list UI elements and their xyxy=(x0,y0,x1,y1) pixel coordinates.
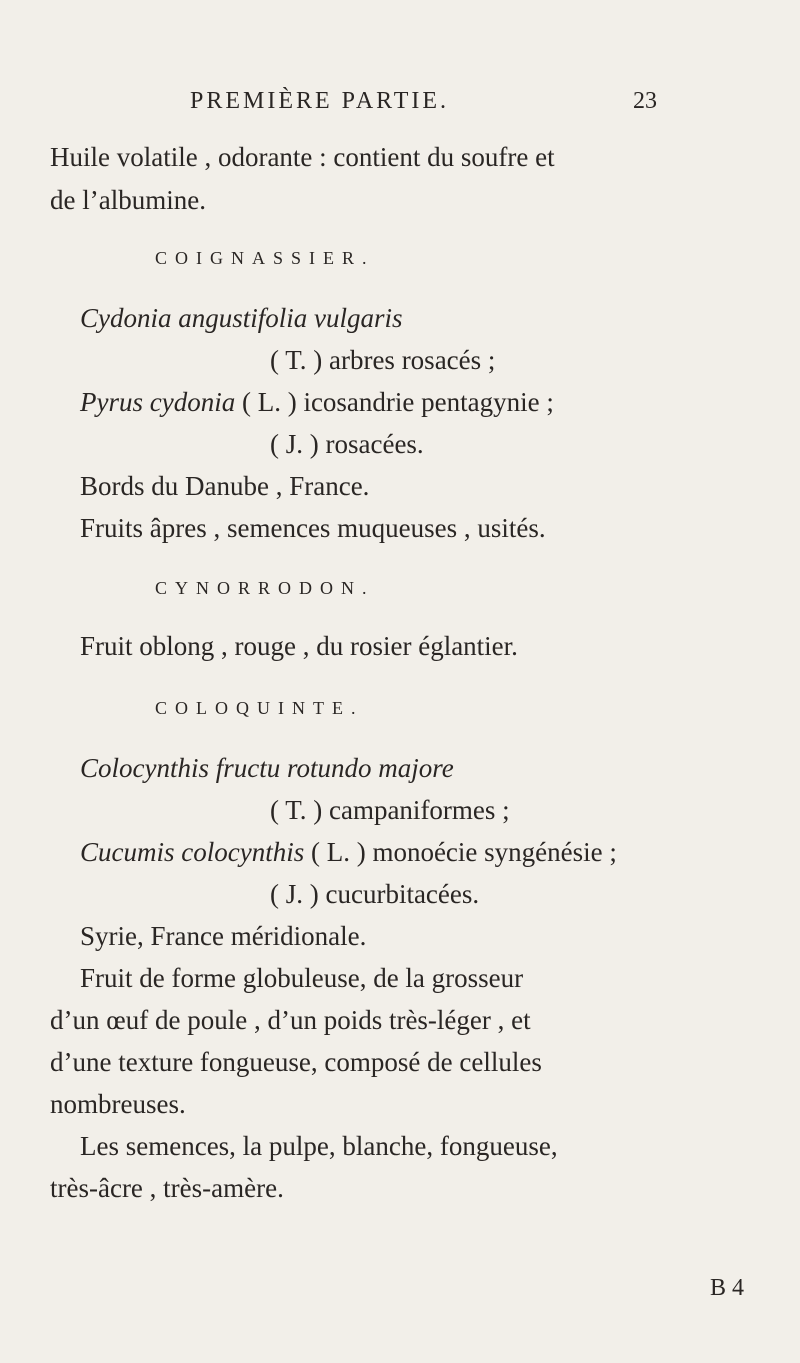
latin-name-pyrus: Pyrus cydonia xyxy=(80,387,236,417)
signature-mark: B 4 xyxy=(710,1275,745,1301)
cynorrodon-description: Fruit oblong , rouge , du rosier églantier. xyxy=(80,631,518,661)
coloquinte-seeds-line-1: Les semences, la pulpe, blanche, fongueuse, xyxy=(80,1131,558,1161)
coloquinte-seeds-line-2: très-âcre , très-amère. xyxy=(50,1173,284,1203)
linnaeus-classification-coloquinte: ( L. ) monoécie syngénésie ; xyxy=(310,837,617,867)
latin-name-cydonia: Cydonia angustifolia vulgaris xyxy=(80,303,403,333)
coloquinte-desc-line-4: nombreuses. xyxy=(50,1089,186,1119)
coloquinte-desc-line-3: d’une texture fongueuse, composé de cellules xyxy=(50,1047,542,1077)
linnaeus-line-coloquinte xyxy=(80,836,617,868)
jussieu-classification-coloquinte: ( J. ) cucurbitacées. xyxy=(270,879,480,909)
uses-coignassier: Fruits âpres , semences muqueuses , usités. xyxy=(80,513,546,543)
intro-line-1: Huile volatile , odorante : contient du soufre et xyxy=(50,142,555,172)
page-number: 23 xyxy=(633,88,657,114)
linnaeus-classification: ( L. ) icosandrie pentagynie ; xyxy=(241,387,554,417)
jussieu-classification: ( J. ) rosacées. xyxy=(270,429,424,459)
section-heading-coloquinte: COLOQUINTE. xyxy=(155,698,364,718)
running-title: PREMIÈRE PARTIE. xyxy=(190,88,450,114)
coloquinte-desc-line-2: d’un œuf de poule , d’un poids très-léger , et xyxy=(50,1005,531,1035)
habitat-coloquinte: Syrie, France méridionale. xyxy=(80,921,367,951)
tournefort-classification: ( T. ) arbres rosacés ; xyxy=(270,345,496,375)
section-heading-cynorrodon: CYNORRODON. xyxy=(155,578,375,598)
latin-name-colocynthis: Colocynthis fructu rotundo majore xyxy=(80,753,454,783)
intro-line-2: de l’albumine. xyxy=(50,185,206,215)
section-heading-coignassier: COIGNASSIER. xyxy=(155,248,375,268)
habitat-coignassier: Bords du Danube , France. xyxy=(80,471,370,501)
tournefort-classification-coloquinte: ( T. ) campaniformes ; xyxy=(270,795,510,825)
linnaeus-line xyxy=(80,386,554,418)
coloquinte-desc-line-1: Fruit de forme globuleuse, de la grosseur xyxy=(80,963,524,993)
latin-name-cucumis: Cucumis colocynthis xyxy=(80,837,305,867)
